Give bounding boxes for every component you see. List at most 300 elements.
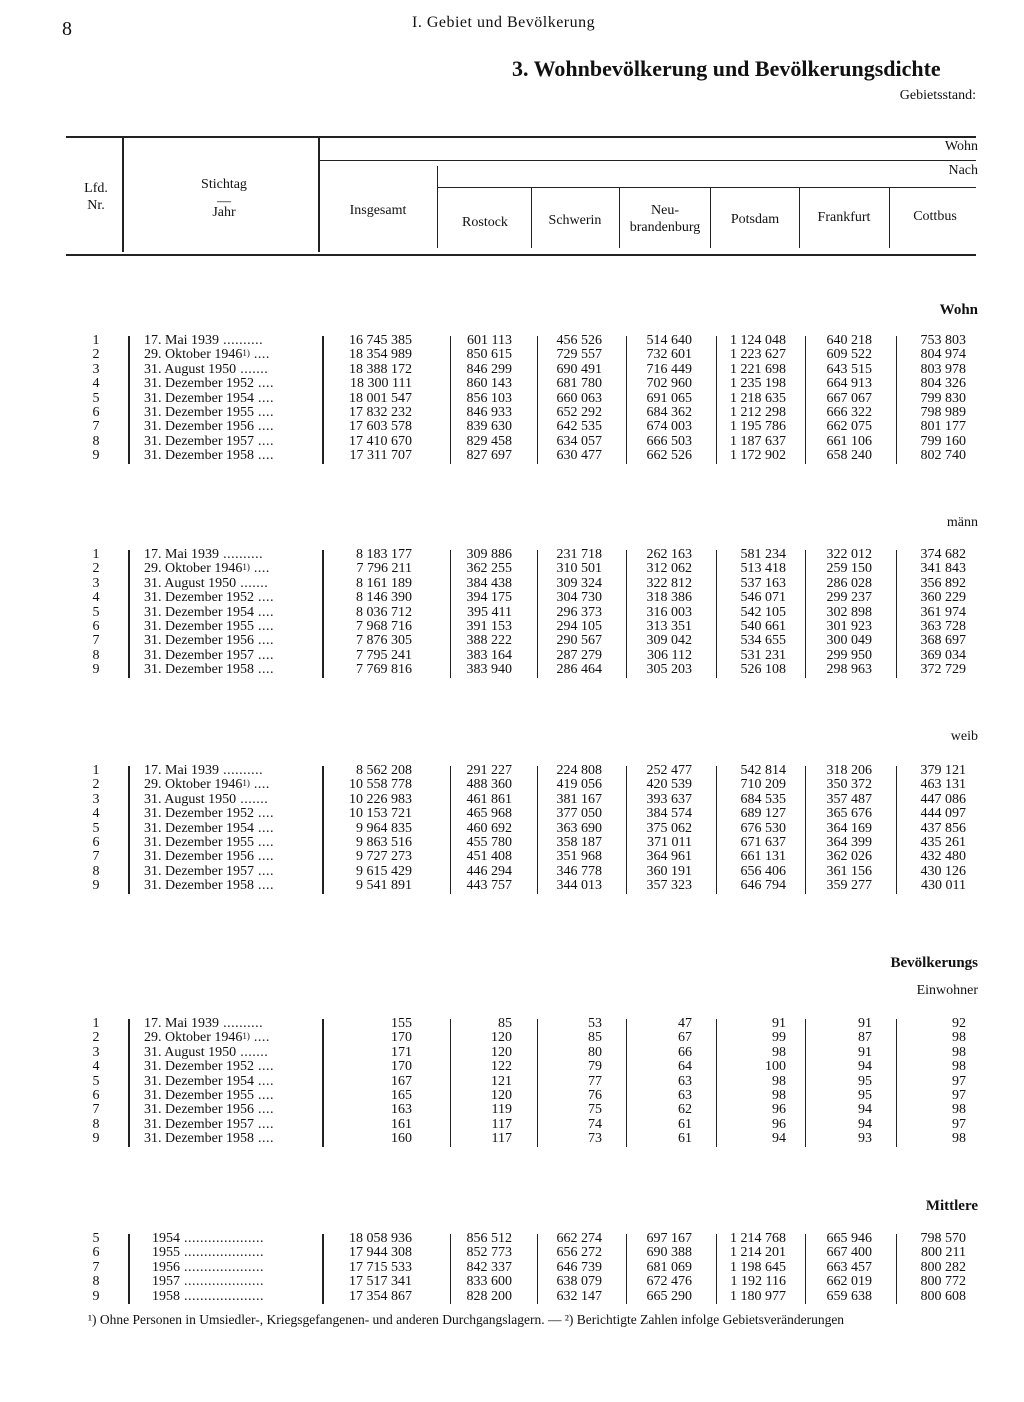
table-row bbox=[0, 649, 1024, 663]
col-stichtag: Stichtag bbox=[201, 177, 247, 192]
row-date bbox=[144, 449, 274, 463]
cell-value: 9 964 835 bbox=[356, 820, 412, 836]
cell-value: 17 311 707 bbox=[349, 448, 412, 464]
cell-value: 799 160 bbox=[920, 433, 966, 449]
row-date-label: 17. Mai 1939 bbox=[144, 1016, 220, 1031]
cell-value: 609 522 bbox=[826, 347, 872, 363]
leader-dots: .... bbox=[253, 777, 270, 793]
cell-value: 381 167 bbox=[556, 791, 602, 807]
cell-value: 99 bbox=[772, 1030, 786, 1046]
row-number: 8 bbox=[92, 647, 100, 663]
table-row bbox=[0, 807, 1024, 821]
cell-value: 75 bbox=[588, 1102, 602, 1118]
section-heading-bevoelkerungs: Bevölkerungs bbox=[890, 955, 978, 971]
cell-value: 1 187 637 bbox=[730, 433, 786, 449]
leader-dots: .... bbox=[258, 390, 275, 406]
cell-value: 681 780 bbox=[556, 376, 602, 392]
cell-value: 666 322 bbox=[826, 404, 872, 420]
table-row bbox=[0, 1017, 1024, 1031]
cell-value: 117 bbox=[491, 1131, 512, 1147]
running-title: I. Gebiet und Bevölkerung bbox=[412, 14, 596, 31]
page-number: 8 bbox=[62, 18, 72, 40]
row-date-label: 31. Dezember 1956 bbox=[144, 633, 255, 649]
row-number: 9 bbox=[92, 1131, 100, 1147]
row-date bbox=[144, 392, 274, 406]
cell-value: 455 780 bbox=[466, 834, 512, 850]
cell-value: 98 bbox=[952, 1102, 966, 1118]
cell-value: 371 011 bbox=[647, 834, 692, 850]
footnote-marker: 1) bbox=[242, 348, 250, 359]
row-number: 2 bbox=[92, 777, 100, 793]
table-row bbox=[0, 577, 1024, 591]
wohn-rule bbox=[320, 160, 976, 161]
cell-value: 287 279 bbox=[556, 647, 602, 663]
cell-value: 97 bbox=[952, 1116, 966, 1132]
cell-value: 8 161 189 bbox=[356, 575, 412, 591]
header-vline-lfd bbox=[122, 138, 124, 252]
row-number: 1 bbox=[92, 763, 100, 778]
cell-value: 53 bbox=[588, 1016, 602, 1031]
col-frankfurt: Frankfurt bbox=[817, 210, 871, 225]
cell-value: 798 570 bbox=[920, 1231, 966, 1246]
leader-dots: .... bbox=[258, 1102, 275, 1118]
cell-value: 419 056 bbox=[556, 777, 602, 793]
section-subheading-einwohner: Einwohner bbox=[916, 983, 978, 998]
table-row bbox=[0, 363, 1024, 377]
leader-dots: .... bbox=[258, 849, 275, 865]
cell-value: 537 163 bbox=[740, 575, 786, 591]
cell-value: 800 772 bbox=[920, 1274, 966, 1290]
row-date-label: 31. Dezember 1954 bbox=[144, 604, 255, 620]
row-number: 9 bbox=[92, 662, 100, 678]
cell-value: 17 354 867 bbox=[349, 1288, 412, 1304]
cell-value: 63 bbox=[678, 1073, 692, 1089]
cell-value: 383 940 bbox=[466, 662, 512, 678]
cell-value: 710 209 bbox=[740, 777, 786, 793]
row-date bbox=[144, 807, 274, 821]
cell-value: 312 062 bbox=[646, 561, 692, 577]
leader-dots: .... bbox=[258, 376, 275, 392]
cell-value: 839 630 bbox=[466, 419, 512, 435]
table-row bbox=[0, 392, 1024, 406]
cell-value: 98 bbox=[952, 1131, 966, 1147]
cell-value: 18 300 111 bbox=[350, 376, 412, 392]
row-date bbox=[144, 363, 268, 377]
row-date-label: 31. Dezember 1952 bbox=[144, 376, 255, 392]
cell-value: 842 337 bbox=[466, 1259, 512, 1275]
header-vline-stichtag bbox=[318, 138, 320, 252]
leader-dots: .... bbox=[258, 806, 275, 822]
cell-value: 447 086 bbox=[920, 791, 966, 807]
leader-dots: .................... bbox=[184, 1288, 264, 1304]
row-date bbox=[144, 865, 274, 879]
col-lfd-nr: Lfd. Nr. bbox=[84, 181, 108, 213]
cell-value: 356 892 bbox=[920, 575, 966, 591]
cell-value: 167 bbox=[391, 1073, 412, 1089]
cell-value: 374 682 bbox=[920, 547, 966, 562]
cell-value: 61 bbox=[678, 1116, 692, 1132]
col-neubrandenburg: Neu- brandenburg bbox=[629, 203, 701, 235]
cell-value: 690 388 bbox=[646, 1245, 692, 1261]
cell-value: 800 211 bbox=[921, 1245, 966, 1261]
cell-value: 364 961 bbox=[646, 849, 692, 865]
cell-value: 662 019 bbox=[826, 1274, 872, 1290]
cell-value: 363 690 bbox=[556, 820, 602, 836]
cell-value: 344 013 bbox=[556, 878, 602, 894]
cell-value: 856 512 bbox=[466, 1231, 512, 1246]
cell-value: 357 323 bbox=[646, 878, 692, 894]
cell-value: 430 011 bbox=[921, 878, 966, 894]
col-insgesamt: Insgesamt bbox=[349, 203, 407, 218]
cell-value: 802 740 bbox=[920, 448, 966, 464]
cell-value: 601 113 bbox=[467, 333, 512, 348]
cell-value: 365 676 bbox=[826, 806, 872, 822]
cell-value: 93 bbox=[858, 1131, 872, 1147]
cell-value: 1 235 198 bbox=[730, 376, 786, 392]
cell-value: 7 796 211 bbox=[356, 561, 412, 577]
cell-value: 362 255 bbox=[466, 561, 512, 577]
cell-value: 375 062 bbox=[646, 820, 692, 836]
row-date bbox=[144, 1060, 274, 1074]
cell-value: 435 261 bbox=[920, 834, 966, 850]
cell-value: 379 121 bbox=[920, 763, 966, 778]
cell-value: 170 bbox=[391, 1059, 412, 1075]
cell-value: 716 449 bbox=[646, 361, 692, 377]
row-number: 7 bbox=[92, 419, 100, 435]
row-number: 8 bbox=[92, 1274, 100, 1290]
row-date bbox=[144, 1103, 274, 1117]
row-date bbox=[144, 435, 274, 449]
cell-value: 697 167 bbox=[646, 1231, 692, 1246]
leader-dots: ....... bbox=[240, 1044, 269, 1060]
cell-value: 8 183 177 bbox=[356, 547, 412, 562]
table-row bbox=[0, 420, 1024, 434]
cell-value: 310 501 bbox=[556, 561, 602, 577]
cell-value: 513 418 bbox=[740, 561, 786, 577]
cell-value: 801 177 bbox=[920, 419, 966, 435]
cell-value: 9 863 516 bbox=[356, 834, 412, 850]
row-date bbox=[152, 1232, 264, 1246]
cell-value: 286 028 bbox=[826, 575, 872, 591]
cell-value: 846 933 bbox=[466, 404, 512, 420]
row-date bbox=[144, 562, 270, 576]
cell-value: 690 491 bbox=[556, 361, 602, 377]
row-number: 6 bbox=[92, 1245, 100, 1261]
cell-value: 63 bbox=[678, 1087, 692, 1103]
row-date-label: 31. Dezember 1957 bbox=[144, 647, 255, 663]
cell-value: 17 517 341 bbox=[349, 1274, 412, 1290]
leader-dots: .... bbox=[258, 834, 275, 850]
cell-value: 73 bbox=[588, 1131, 602, 1147]
cell-value: 95 bbox=[858, 1087, 872, 1103]
cell-value: 10 226 983 bbox=[349, 791, 412, 807]
table-row bbox=[0, 334, 1024, 348]
data-block-wohn bbox=[0, 334, 1024, 464]
cell-value: 681 069 bbox=[646, 1259, 692, 1275]
cell-value: 17 603 578 bbox=[349, 419, 412, 435]
section-subheading-weib: weib bbox=[950, 729, 978, 744]
cell-value: 804 974 bbox=[920, 347, 966, 363]
cell-value: 309 324 bbox=[556, 575, 602, 591]
row-date-label: 31. Dezember 1956 bbox=[144, 849, 255, 865]
row-date bbox=[144, 634, 274, 648]
cell-value: 346 778 bbox=[556, 863, 602, 879]
table-row bbox=[0, 836, 1024, 850]
cell-value: 1 214 201 bbox=[730, 1245, 786, 1261]
table-row bbox=[0, 1031, 1024, 1045]
leader-dots: .... bbox=[253, 1030, 270, 1046]
leader-dots: ....... bbox=[240, 791, 269, 807]
row-number: 2 bbox=[92, 1030, 100, 1046]
cell-value: 437 856 bbox=[920, 820, 966, 836]
cell-value: 665 290 bbox=[646, 1288, 692, 1304]
row-date bbox=[152, 1246, 264, 1260]
table-row bbox=[0, 435, 1024, 449]
col-dash: — bbox=[217, 194, 231, 209]
row-date bbox=[144, 606, 274, 620]
cell-value: 384 438 bbox=[466, 575, 512, 591]
row-date-label: 31. Dezember 1954 bbox=[144, 390, 255, 406]
cell-value: 17 832 232 bbox=[349, 404, 412, 420]
cell-value: 632 147 bbox=[556, 1288, 602, 1304]
cell-value: 461 861 bbox=[466, 791, 512, 807]
row-number: 5 bbox=[92, 1231, 100, 1246]
cell-value: 729 557 bbox=[556, 347, 602, 363]
row-date-label: 1958 bbox=[152, 1288, 180, 1304]
row-number: 8 bbox=[92, 1116, 100, 1132]
cell-value: 852 773 bbox=[466, 1245, 512, 1261]
table-row bbox=[0, 1089, 1024, 1103]
row-date-label: 31. Dezember 1952 bbox=[144, 1059, 255, 1075]
leader-dots: .... bbox=[258, 1087, 275, 1103]
cell-value: 359 277 bbox=[826, 878, 872, 894]
cell-value: 100 bbox=[765, 1059, 786, 1075]
cell-value: 833 600 bbox=[466, 1274, 512, 1290]
cell-value: 18 388 172 bbox=[349, 361, 412, 377]
leader-dots: .... bbox=[258, 433, 275, 449]
row-date-label: 31. Dezember 1957 bbox=[144, 863, 255, 879]
cell-value: 165 bbox=[391, 1087, 412, 1103]
col-nach: Nach bbox=[948, 163, 978, 178]
cell-value: 294 105 bbox=[556, 618, 602, 634]
row-date-label: 17. Mai 1939 bbox=[144, 763, 220, 778]
table-row bbox=[0, 620, 1024, 634]
row-number: 4 bbox=[92, 806, 100, 822]
cell-value: 117 bbox=[491, 1116, 512, 1132]
cell-value: 388 222 bbox=[466, 633, 512, 649]
cell-value: 291 227 bbox=[466, 763, 512, 778]
row-date bbox=[152, 1275, 264, 1289]
cell-value: 10 558 778 bbox=[349, 777, 412, 793]
row-number: 1 bbox=[92, 547, 100, 562]
cell-value: 451 408 bbox=[466, 849, 512, 865]
row-number: 3 bbox=[92, 791, 100, 807]
cell-value: 672 476 bbox=[646, 1274, 692, 1290]
nach-rule bbox=[438, 187, 976, 188]
cell-value: 658 240 bbox=[826, 448, 872, 464]
cell-value: 8 036 712 bbox=[356, 604, 412, 620]
cell-value: 420 539 bbox=[646, 777, 692, 793]
table-row bbox=[0, 1290, 1024, 1304]
row-number: 5 bbox=[92, 1073, 100, 1089]
row-date bbox=[144, 850, 274, 864]
cell-value: 393 637 bbox=[646, 791, 692, 807]
cell-value: 160 bbox=[391, 1131, 412, 1147]
cell-value: 296 373 bbox=[556, 604, 602, 620]
row-date bbox=[144, 1118, 274, 1132]
cell-value: 10 153 721 bbox=[349, 806, 412, 822]
leader-dots: .... bbox=[258, 820, 275, 836]
table-row bbox=[0, 793, 1024, 807]
cell-value: 799 830 bbox=[920, 390, 966, 406]
cell-value: 659 638 bbox=[826, 1288, 872, 1304]
cell-value: 369 034 bbox=[920, 647, 966, 663]
row-number: 7 bbox=[92, 849, 100, 865]
row-number: 5 bbox=[92, 820, 100, 836]
cell-value: 7 769 816 bbox=[356, 662, 412, 678]
cell-value: 463 131 bbox=[920, 777, 966, 793]
leader-dots: .......... bbox=[223, 763, 264, 778]
cell-value: 630 477 bbox=[556, 448, 602, 464]
leader-dots: .... bbox=[253, 347, 270, 363]
table-row bbox=[0, 1046, 1024, 1060]
cell-value: 542 105 bbox=[740, 604, 786, 620]
cell-value: 94 bbox=[858, 1116, 872, 1132]
cell-value: 7 795 241 bbox=[356, 647, 412, 663]
cell-value: 304 730 bbox=[556, 590, 602, 606]
leader-dots: .... bbox=[258, 590, 275, 606]
row-number: 8 bbox=[92, 433, 100, 449]
cell-value: 661 106 bbox=[826, 433, 872, 449]
cell-value: 302 898 bbox=[826, 604, 872, 620]
row-number: 7 bbox=[92, 1259, 100, 1275]
cell-value: 224 808 bbox=[556, 763, 602, 778]
cell-value: 364 169 bbox=[826, 820, 872, 836]
table-row bbox=[0, 562, 1024, 576]
leader-dots: ....... bbox=[240, 575, 269, 591]
row-date-label: 1956 bbox=[152, 1259, 180, 1275]
row-date-label: 1954 bbox=[152, 1231, 180, 1246]
table-row bbox=[0, 879, 1024, 893]
cell-value: 76 bbox=[588, 1087, 602, 1103]
cell-value: 67 bbox=[678, 1030, 692, 1046]
row-date bbox=[144, 1089, 274, 1103]
row-number: 2 bbox=[92, 561, 100, 577]
row-number: 3 bbox=[92, 1044, 100, 1060]
cell-value: 252 477 bbox=[646, 763, 692, 778]
cell-value: 732 601 bbox=[646, 347, 692, 363]
cell-value: 646 739 bbox=[556, 1259, 602, 1275]
cell-value: 316 003 bbox=[646, 604, 692, 620]
table-row bbox=[0, 1060, 1024, 1074]
row-number: 3 bbox=[92, 575, 100, 591]
row-date bbox=[152, 1261, 264, 1275]
cell-value: 91 bbox=[858, 1016, 872, 1031]
cell-value: 362 026 bbox=[826, 849, 872, 865]
row-date-label: 29. Oktober 1946 bbox=[144, 1030, 243, 1046]
table-row bbox=[0, 1261, 1024, 1275]
cell-value: 546 071 bbox=[740, 590, 786, 606]
section-heading-mittlere: Mittlere bbox=[925, 1198, 978, 1214]
leader-dots: .... bbox=[258, 419, 275, 435]
header-vline-insgesamt bbox=[437, 166, 438, 248]
cell-value: 1 124 048 bbox=[730, 333, 786, 348]
row-date bbox=[152, 1290, 264, 1304]
table-row bbox=[0, 822, 1024, 836]
cell-value: 98 bbox=[952, 1030, 966, 1046]
cell-value: 1 192 116 bbox=[730, 1274, 786, 1290]
row-date bbox=[144, 764, 263, 778]
row-number: 6 bbox=[92, 618, 100, 634]
cell-value: 643 515 bbox=[826, 361, 872, 377]
row-number: 4 bbox=[92, 376, 100, 392]
table-row bbox=[0, 1275, 1024, 1289]
cell-value: 74 bbox=[588, 1116, 602, 1132]
cell-value: 18 001 547 bbox=[349, 390, 412, 406]
row-date-label: 31. Dezember 1955 bbox=[144, 1087, 255, 1103]
row-date-label: 31. Dezember 1957 bbox=[144, 433, 255, 449]
cell-value: 18 058 936 bbox=[349, 1231, 412, 1246]
row-date bbox=[144, 548, 263, 562]
leader-dots: .... bbox=[258, 878, 275, 894]
footnote: ¹) Ohne Personen in Umsiedler-, Kriegsgefangenen- und anderen Durchgangslagern. — ²) Berichtigte Zahlen infolge Gebietsveränderungen bbox=[88, 1312, 845, 1327]
row-number: 8 bbox=[92, 863, 100, 879]
cell-value: 667 400 bbox=[826, 1245, 872, 1261]
row-date bbox=[144, 1046, 268, 1060]
row-number: 4 bbox=[92, 1059, 100, 1075]
cell-value: 662 526 bbox=[646, 448, 692, 464]
cell-value: 322 012 bbox=[826, 547, 872, 562]
data-block-maennlich bbox=[0, 548, 1024, 678]
gebietsstand-label: Gebietsstand: bbox=[899, 88, 976, 103]
cell-value: 661 131 bbox=[740, 849, 786, 865]
row-date-label: 31. Dezember 1955 bbox=[144, 618, 255, 634]
cell-value: 1 214 768 bbox=[730, 1231, 786, 1246]
cell-value: 79 bbox=[588, 1059, 602, 1075]
cell-value: 7 968 716 bbox=[356, 618, 412, 634]
cell-value: 664 913 bbox=[826, 376, 872, 392]
row-date-label: 29. Oktober 1946 bbox=[144, 347, 243, 363]
cell-value: 384 574 bbox=[646, 806, 692, 822]
cell-value: 514 640 bbox=[646, 333, 692, 348]
row-number: 3 bbox=[92, 361, 100, 377]
table-row bbox=[0, 377, 1024, 391]
col-wohn: Wohn bbox=[944, 139, 978, 154]
cell-value: 18 354 989 bbox=[349, 347, 412, 363]
table-row bbox=[0, 591, 1024, 605]
table-row bbox=[0, 634, 1024, 648]
row-number: 6 bbox=[92, 404, 100, 420]
cell-value: 120 bbox=[491, 1030, 512, 1046]
row-date bbox=[144, 591, 274, 605]
cell-value: 155 bbox=[391, 1016, 412, 1031]
cell-value: 856 103 bbox=[466, 390, 512, 406]
cell-value: 800 282 bbox=[920, 1259, 966, 1275]
leader-dots: .... bbox=[258, 1116, 275, 1132]
cell-value: 301 923 bbox=[826, 618, 872, 634]
leader-dots: .... bbox=[258, 604, 275, 620]
cell-value: 363 728 bbox=[920, 618, 966, 634]
cell-value: 542 814 bbox=[740, 763, 786, 778]
footnote-marker: 1) bbox=[242, 778, 250, 789]
row-date-label: 31. Dezember 1955 bbox=[144, 404, 255, 420]
table-row bbox=[0, 1132, 1024, 1146]
table-row bbox=[0, 663, 1024, 677]
cell-value: 94 bbox=[858, 1059, 872, 1075]
cell-value: 95 bbox=[858, 1073, 872, 1089]
cell-value: 642 535 bbox=[556, 419, 602, 435]
col-potsdam: Potsdam bbox=[730, 212, 780, 227]
